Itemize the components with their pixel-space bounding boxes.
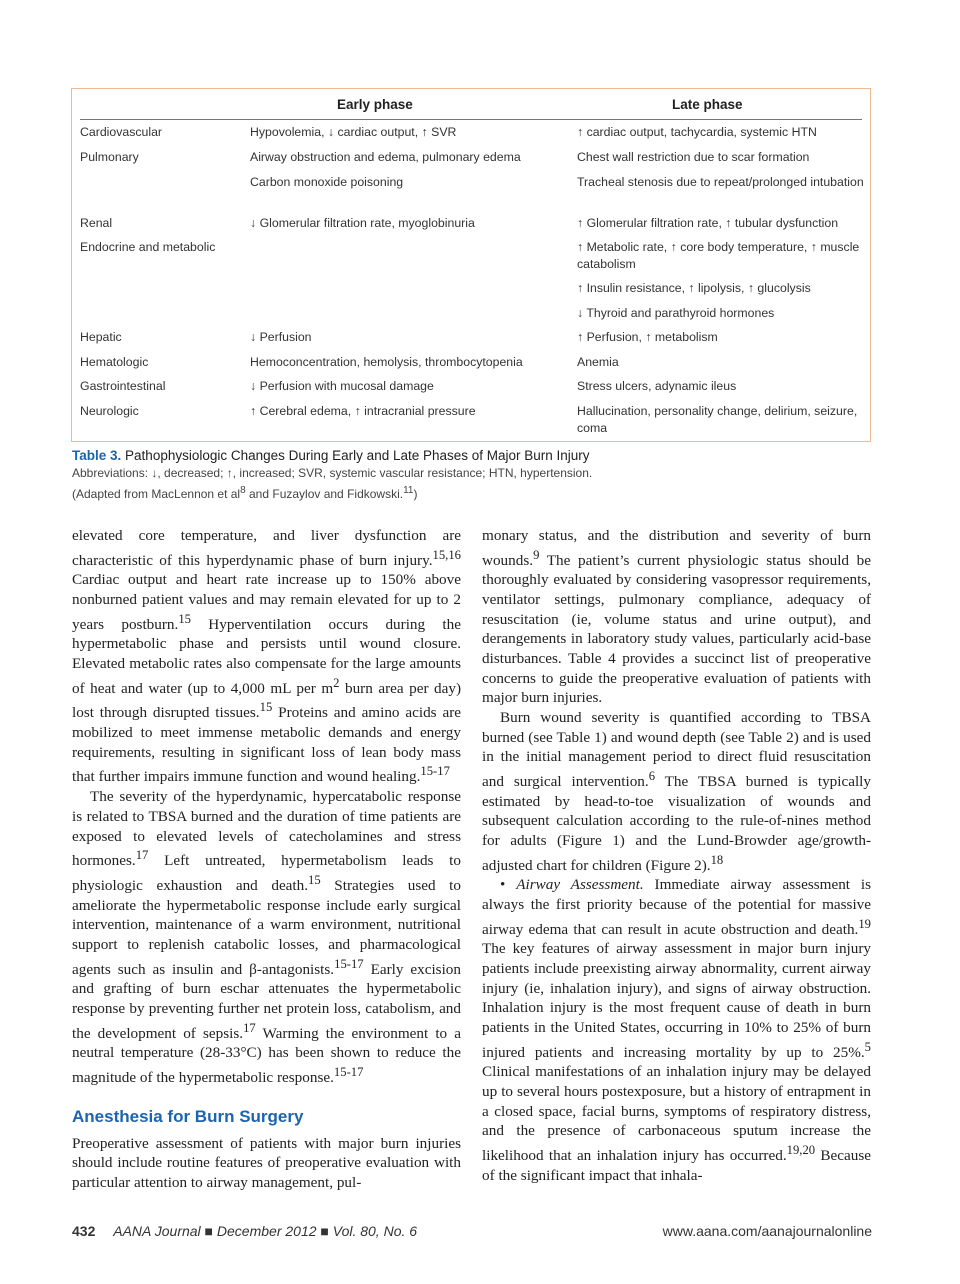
row-early: ↓ Perfusion with mucosal damage	[250, 379, 434, 393]
row-early: ↓ Perfusion	[250, 330, 312, 344]
row-late: ↓ Thyroid and parathyroid hormones	[577, 306, 775, 320]
page-footer	[72, 1223, 872, 1243]
row-early: ↑ Cerebral edema, ↑ intracranial pressure	[250, 404, 476, 418]
paragraph: monary status, and the distribution and severity of burn wounds.$^9$ The patient’s current physiologic status should be thoroughly evaluated by considering vasopressor requirements, ventilator settings, pulmonary compliance, adequacy of resuscitation (ie, volume status and urine output), and derangements in laboratory study values, particularly acid-base disturbances. Table 4 provides a succinct list of preoperative concerns to guide the preoperative evaluation of patients with major burn injuries.	[482, 527, 871, 707]
row-late: ↑ Insulin resistance, ↑ lipolysis, ↑ glucolysis	[577, 281, 811, 295]
bullet-icon: •	[500, 876, 506, 894]
paragraph: • Airway Assessment. Immediate airway assessment is always the first priority because of the potential for massive airway edema that can result in acute obstruction and death.$^{19}$ The key features of airway assessment in major burn injury patients include preexisting airway abnormality, current airway injury (ie, inhalation injury), and signs of airway obstruction. Inhalation injury is the most frequent cause of death in burn patients in the United States, occurring in 10% to 25% of burn injured patients and increasing mortality by up to 25%.$^5$ Clinical manifestations of an inhalation injury may be delayed up to several hours postexposure, but a history of entrapment in a closed space, facial burns, symptoms of respiratory distress, and the presence of carbonaceous sputum increase the likelihood that an inhalation injury has occurred.$^{19,20}$ Because of the significant impact that inhala-	[482, 876, 872, 1184]
section-heading: Anesthesia for Burn Surgery	[72, 1106, 304, 1126]
right-column	[482, 526, 871, 1185]
row-late: Anemia	[577, 355, 619, 369]
row-late: ↑ Glomerular filtration rate, ↑ tubular dysfunction	[577, 216, 839, 230]
row-late: Hallucination, personality change, delirium, seizure, coma	[577, 404, 858, 435]
left-column	[72, 526, 461, 1193]
journal-url[interactable]: www.aana.com/aanajournalonline	[662, 1223, 872, 1239]
row-late: ↑ Metabolic rate, ↑ core body temperature, ↑ muscle catabolism	[577, 240, 860, 271]
row-system: Cardiovascular	[80, 125, 163, 139]
row-early: Airway obstruction and edema, pulmonary edema	[250, 150, 521, 164]
row-early: ↓ Glomerular filtration rate, myoglobinuria	[250, 216, 475, 230]
header-late-phase: Late phase	[672, 97, 743, 112]
row-early: Carbon monoxide poisoning	[250, 175, 404, 189]
row-system: Hepatic	[80, 330, 122, 344]
paragraph: The severity of the hyperdynamic, hypercatabolic response is related to TBSA burned and the duration of time patients are exposed to elevated levels of catecholamines and stress hormones.$^{17}$ Left untreated, hypermetabolism leads to physiologic exhaustion and death.$^{15}$ Strategies used to ameliorate the hypermetabolic response include early surgical intervention, maintenance of a warm environment, nutritional support to replenish catabolic losses, and pharmacological agents such as insulin and β-antagonists.$^{15-17}$ Early excision and grafting of burn eschar attenuates the hypermetabolic response by preventing further net protein loss, catabolism, and the development of sepsis.$^{17}$ Warming the environment to a neutral temperature (28-33°C) has been shown to reduce the magnitude of the hypermetabolic response.$^{15-17}$	[72, 788, 461, 1087]
row-system: Endocrine and metabolic	[80, 240, 216, 254]
caption-title-text: Pathophysiologic Changes During Early and Late Phases of Major Burn Injury	[125, 448, 590, 463]
row-system: Gastrointestinal	[80, 379, 166, 393]
row-late: Stress ulcers, adynamic ileus	[577, 379, 737, 393]
row-late: ↑ Perfusion, ↑ metabolism	[577, 330, 718, 344]
caption-label: Table 3.	[72, 448, 122, 463]
row-system: Renal	[80, 216, 113, 230]
row-late: ↑ cardiac output, tachycardia, systemic HTN	[577, 125, 817, 139]
row-late: Tracheal stenosis due to repeat/prolonged intubation	[577, 175, 864, 189]
journal-info: AANA Journal ■ December 2012 ■ Vol. 80, No. 6	[113, 1223, 418, 1239]
table-caption	[72, 447, 872, 503]
header-early-phase: Early phase	[337, 97, 413, 112]
row-system: Pulmonary	[80, 150, 139, 164]
row-late: Chest wall restriction due to scar formation	[577, 150, 810, 164]
row-early: Hypovolemia, ↓ cardiac output, ↑ SVR	[250, 125, 457, 139]
paragraph: elevated core temperature, and liver dysfunction are characteristic of this hyperdynamic phase of burn injury.$^{15,16}$ Cardiac output and heart rate increase up to 150% above nonburned patient values and may remain elevated for up to 2 years postburn.$^{15}$ Hyperventilation occurs during the hypermetabolic phase and persists until wound closure. Elevated metabolic rates also compensate for the large amounts of heat and water (up to 4,000 mL per $m^2$ burn area per day) lost through disrupted tissues.$^{15}$ Proteins and amino acids are mobilized to meet immense metabolic demands and energy requirements, resulting in significant loss of lean body mass that further impairs immune function and wound healing.$^{15-17}$	[72, 527, 461, 786]
row-system: Hematologic	[80, 355, 149, 369]
paragraph: Burn wound severity is quantified according to TBSA burned (see Table 1) and wound depth (see Table 2) and is used in the initial management period to direct fluid resuscitation and surgical intervention.$^6$ The TBSA burned is typically estimated by head-to-toe visualization of wounds and subsequent calculation according to the rule-of-nines method for adults (Figure 1) and the Lund-Browder age/growth-adjusted chart for children (Figure 2).$^{18}$	[482, 708, 871, 874]
page-number: 432	[72, 1223, 96, 1239]
paragraph: Preoperative assessment of patients with major burn injuries should include routine features of preoperative evaluation with particular attention to airway management, pul-	[72, 1134, 461, 1191]
row-early: Hemoconcentration, hemolysis, thrombocytopenia	[250, 355, 523, 369]
caption-abbreviations: Abbreviations: ↓, decreased; ↑, increased; SVR, systemic vascular resistance; HTN, hypertension.	[72, 466, 593, 480]
subsection-lead: Airway Assessment.	[516, 876, 644, 894]
pathophysiology-table	[71, 88, 871, 442]
row-system: Neurologic	[80, 404, 139, 418]
header-divider	[80, 119, 862, 120]
caption-title	[72, 447, 872, 465]
caption-adapted: (Adapted from MacLennon et $al^8$ and Fuzaylov and Fidkowski.$^{11}$)	[72, 485, 418, 501]
